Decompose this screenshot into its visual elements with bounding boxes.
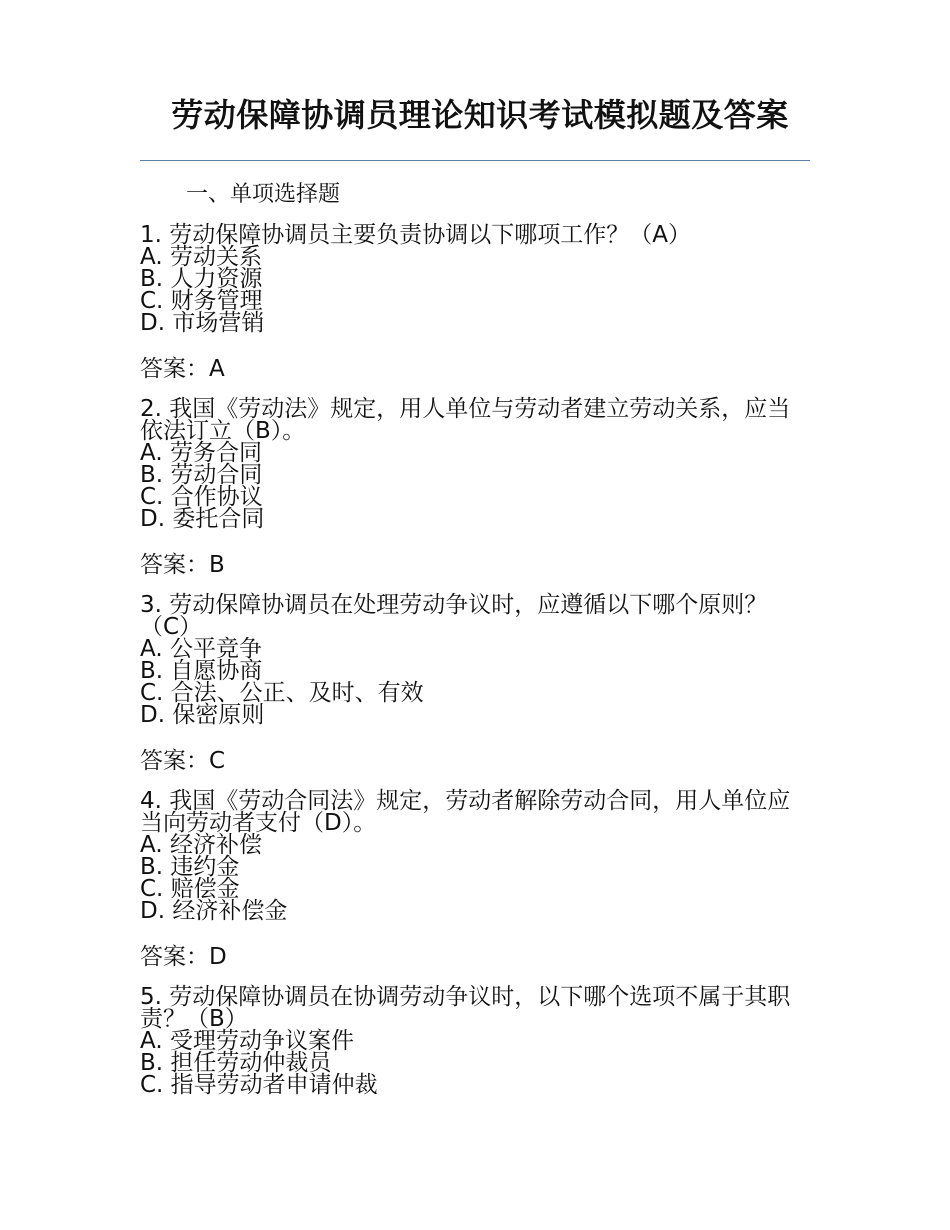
option-b: B. 违约金 xyxy=(140,854,240,880)
option-a: A. 劳动关系 xyxy=(140,244,262,270)
option-d: D. 委托合同 xyxy=(140,506,265,532)
option-b: B. 劳动合同 xyxy=(140,462,263,488)
question-item xyxy=(140,986,810,1096)
question-item xyxy=(140,398,810,576)
section-heading: 一、单项选择题 xyxy=(186,182,341,207)
option-c: C. 合法、公正、及时、有效 xyxy=(140,680,424,706)
option-c: C. 指导劳动者申请仲裁 xyxy=(140,1072,378,1098)
answer-line: 答案：C xyxy=(140,748,226,774)
option-a: A. 经济补偿 xyxy=(140,832,262,858)
option-d: D. 市场营销 xyxy=(140,310,265,336)
answer-line: 答案：B xyxy=(140,552,225,578)
question-stem: 5. 劳动保障协调员在协调劳动争议时，以下哪个选项不属于其职责？（B） xyxy=(140,984,791,1032)
option-d: D. 经济补偿金 xyxy=(140,898,288,924)
question-stem: 3. 劳动保障协调员在处理劳动争议时，应遵循以下哪个原则？（C） xyxy=(140,592,768,640)
question-stem: 2. 我国《劳动法》规定，用人单位与劳动者建立劳动关系，应当依法订立（B）。 xyxy=(140,396,791,444)
option-b: B. 担任劳动仲裁员 xyxy=(140,1050,332,1076)
option-b: B. 人力资源 xyxy=(140,266,263,292)
question-item xyxy=(140,224,810,380)
option-c: C. 财务管理 xyxy=(140,288,263,314)
question-stem: 4. 我国《劳动合同法》规定，劳动者解除劳动合同，用人单位应当向劳动者支付（D）。 xyxy=(140,788,791,836)
question-item xyxy=(140,594,810,772)
option-d: D. 保密原则 xyxy=(140,702,265,728)
option-a: A. 受理劳动争议案件 xyxy=(140,1028,354,1054)
option-c: C. 合作协议 xyxy=(140,484,263,510)
option-c: C. 赔偿金 xyxy=(140,876,240,902)
question-item xyxy=(140,790,810,968)
document-title: 劳动保障协调员理论知识考试模拟题及答案 xyxy=(171,96,789,134)
option-a: A. 公平竞争 xyxy=(140,636,262,662)
title-divider xyxy=(140,160,810,161)
option-a: A. 劳务合同 xyxy=(140,440,262,466)
question-stem: 1. 劳动保障协调员主要负责协调以下哪项工作？（A） xyxy=(140,222,691,248)
answer-line: 答案：D xyxy=(140,944,227,970)
option-b: B. 自愿协商 xyxy=(140,658,263,684)
answer-line: 答案：A xyxy=(140,356,225,382)
question-list xyxy=(140,224,810,1114)
